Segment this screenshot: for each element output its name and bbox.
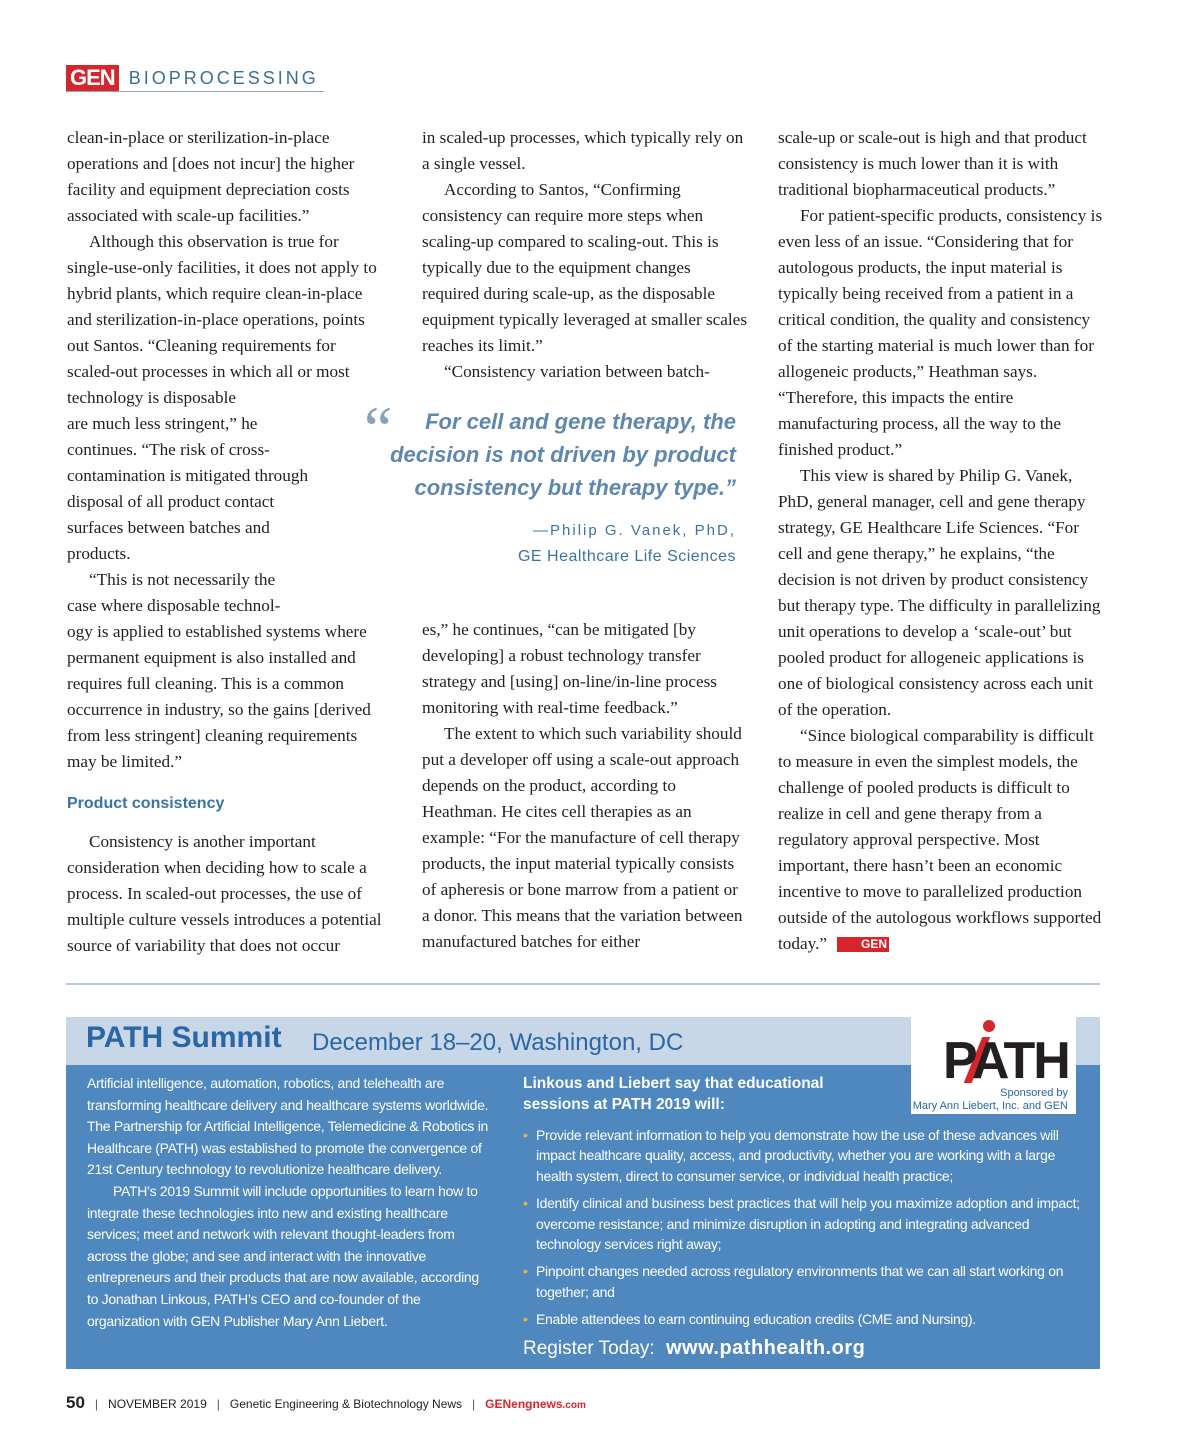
ad-intro xyxy=(87,1073,492,1332)
paragraph xyxy=(778,723,1104,957)
quote-mark-icon: “ xyxy=(364,393,393,464)
paragraph: es,” he continues, “can be mitigated [by developing] a robust technology transfer strategy and [using] on-line/in-line process monitoring with real-time feedback.” xyxy=(422,620,717,717)
paragraph: “This is not necessarily the case where disposable technol- xyxy=(67,570,281,615)
paragraph-text: Although this observation is true for single-use-only facilities, it does not apply to hybrid plants, which require clean-in-place and sterilization-in-place operations, points out Santos. “Cleaning requirements for scaled-out processes in which all or most technology is disposable xyxy=(67,232,377,407)
footer-separator: | xyxy=(216,1397,220,1411)
bullet-icon: • xyxy=(523,1263,528,1280)
footer-separator: | xyxy=(94,1397,99,1411)
bullet-icon: • xyxy=(523,1311,528,1328)
list-item-text: Pinpoint changes needed across regulatory environments that we can all start working on together; and xyxy=(536,1263,1064,1300)
header-rule xyxy=(66,91,324,92)
paragraph: “Consistency variation between batch- xyxy=(444,362,710,381)
footer-separator: | xyxy=(472,1397,476,1411)
path-logo: PATH xyxy=(943,1032,1069,1090)
pull-quote-text: For cell and gene therapy, the decision is not driven by product consistency but therapy type.” xyxy=(390,409,736,500)
list-item-text: Provide relevant information to help you demonstrate how the use of these advances will impact healthcare quality, access, and productivity, whether you are working with a large health system, direct to consumer service, or individual health practice; xyxy=(536,1127,1059,1184)
paragraph: The extent to which such variability should put a developer off using a scale-out approach depends on the product, according to Heathman. He cites cell therapies as an example: “For the manufacture of cell therapy products, the input material typically consists of apheresis or bone marrow from a patient or a donor. This means that the variation between manufactured batches for either xyxy=(422,724,743,951)
ad-bullet-list xyxy=(523,1125,1083,1330)
ad-date: December 18–20, Washington, DC xyxy=(312,1029,684,1056)
paragraph: This view is shared by Philip G. Vanek, PhD, general manager, cell and gene therapy strategy, GE Healthcare Life Sciences. “For cell and gene therapy,” he explains, “the decision is not driven by product consistency but therapy type. The difficulty in parallelizing unit operations to develop a ‘scale-out’ but pooled product for allogeneic applications is one of biological consistency across each unit of the operation. xyxy=(778,466,1101,719)
paragraph: are much less stringent,” he continues. “The risk of cross-contamination is mitigated through disposal of all product contact surfaces between batches and products. xyxy=(67,414,309,563)
register-link[interactable]: www.pathhealth.org xyxy=(665,1336,866,1359)
paragraph: For patient-specific products, consistency is even less of an issue. “Considering that for autologous products, the input material is typically being received from a patient in a critical condition, the quality and consistency of the starting material is much lower than for allogeneic products,” Heathman says. “Therefore, this impacts the entire manufacturing process, all the way to the finished product.” xyxy=(778,206,1103,459)
ad-title: PATH Summit xyxy=(86,1021,282,1054)
list-item-text: Identify clinical and business best practices that will help you maximize adoption and impact; overcome resistance; and minimize disruption in adopting and integrating advanced technology services right away; xyxy=(536,1195,1080,1253)
subheading: Product consistency xyxy=(67,795,225,812)
paragraph: According to Santos, “Confirming consistency can require more steps when scaling-up compared to scaling-out. This is typically due to the equipment changes required during scale-up, as the disposable equipment typically leveraged at smaller scales reaches its limit.” xyxy=(422,180,748,355)
paragraph: ogy is applied to established systems where permanent equipment is also installed and requires full cleaning. This is a common occurrence in industry, so the gains [derived from less stringent] cleaning requirements may be limited.” xyxy=(67,622,371,771)
bullet-icon: • xyxy=(523,1127,528,1143)
issue-date: NOVEMBER 2019 xyxy=(108,1397,207,1411)
publication-name: Genetic Engineering & Biotechnology News xyxy=(229,1397,463,1411)
register-line xyxy=(523,1337,1083,1360)
paragraph: Consistency is another important consideration when deciding how to scale a process. In scaled-out processes, the use of multiple culture vessels introduces a potential source of variability that does not occur xyxy=(67,832,382,955)
paragraph: scale-up or scale-out is high and that product consistency is much lower than it is with traditional biopharmaceutical products.” xyxy=(778,128,1087,199)
paragraph xyxy=(67,229,387,411)
end-mark-logo: GEN xyxy=(837,937,889,952)
sponsored-by-label: Sponsored by xyxy=(1000,1087,1068,1099)
gen-logo: GEN xyxy=(66,65,119,91)
article-column-1 xyxy=(67,125,387,959)
page-footer xyxy=(66,1393,586,1413)
page-number: 50 xyxy=(66,1393,85,1412)
list-item xyxy=(523,1309,1083,1329)
page-header xyxy=(66,64,319,92)
list-item xyxy=(523,1193,1083,1254)
pull-quote-attribution: —Philip G. Vanek, PhD, xyxy=(533,522,736,539)
paragraph: in scaled-up processes, which typically rely on a single vessel. xyxy=(422,128,744,173)
website-link[interactable]: GENengnews xyxy=(485,1397,563,1411)
section-divider xyxy=(66,983,1100,985)
ad-paragraph: Artificial intelligence, automation, robotics, and telehealth are transforming healthcare delivery and healthcare systems worldwide. The Partnership for Artificial Intelligence, Telemedicine & Robotics in Healthcare (PATH) was established to promote the convergence of 21st Century technology to revolutionize healthcare delivery. xyxy=(87,1075,489,1178)
ad-details xyxy=(523,1073,1083,1360)
paragraph: clean-in-place or sterilization-in-place operations and [does not incur] the higher facility and equipment depreciation costs associated with scale-up facilities.” xyxy=(67,128,355,225)
article-column-3 xyxy=(778,125,1104,957)
list-item xyxy=(523,1261,1083,1302)
path-summit-ad xyxy=(66,1017,1100,1369)
paragraph-text: “Since biological comparability is difficult to measure in even the simplest models, the challenge of pooled products is difficult to realize in cell and gene therapy from a regulatory approval perspective. Most important, there hasn’t been an economic incentive to move to parallelized production outside of the autologous workflows supported today.” xyxy=(778,726,1102,953)
website-suffix: .com xyxy=(562,1400,586,1411)
ad-heading: Linkous and Liebert say that educational sessions at PATH 2019 will: xyxy=(523,1075,824,1113)
register-label: Register Today: xyxy=(523,1337,655,1359)
ad-paragraph: PATH’s 2019 Summit will include opportunities to learn how to integrate these technologies into new and existing healthcare services; meet and network with relevant thought-leaders from across the globe; and see and interact with the innovative entrepreneurs and their products that are now available, according to Jonathan Linkous, PATH’s CEO and co-founder of the organization with GEN Publisher Mary Ann Liebert. xyxy=(87,1182,479,1329)
bullet-icon: • xyxy=(523,1195,528,1212)
list-item xyxy=(523,1125,1083,1186)
pull-quote xyxy=(352,393,736,570)
pull-quote-affiliation: GE Healthcare Life Sciences xyxy=(517,548,736,565)
path-logo-dot xyxy=(983,1020,995,1032)
section-title: BIOPROCESSING xyxy=(128,67,319,88)
sponsor-names: Mary Ann Liebert, Inc. and GEN xyxy=(912,1100,1068,1112)
list-item-text: Enable attendees to earn continuing education credits (CME and Nursing). xyxy=(536,1311,976,1328)
